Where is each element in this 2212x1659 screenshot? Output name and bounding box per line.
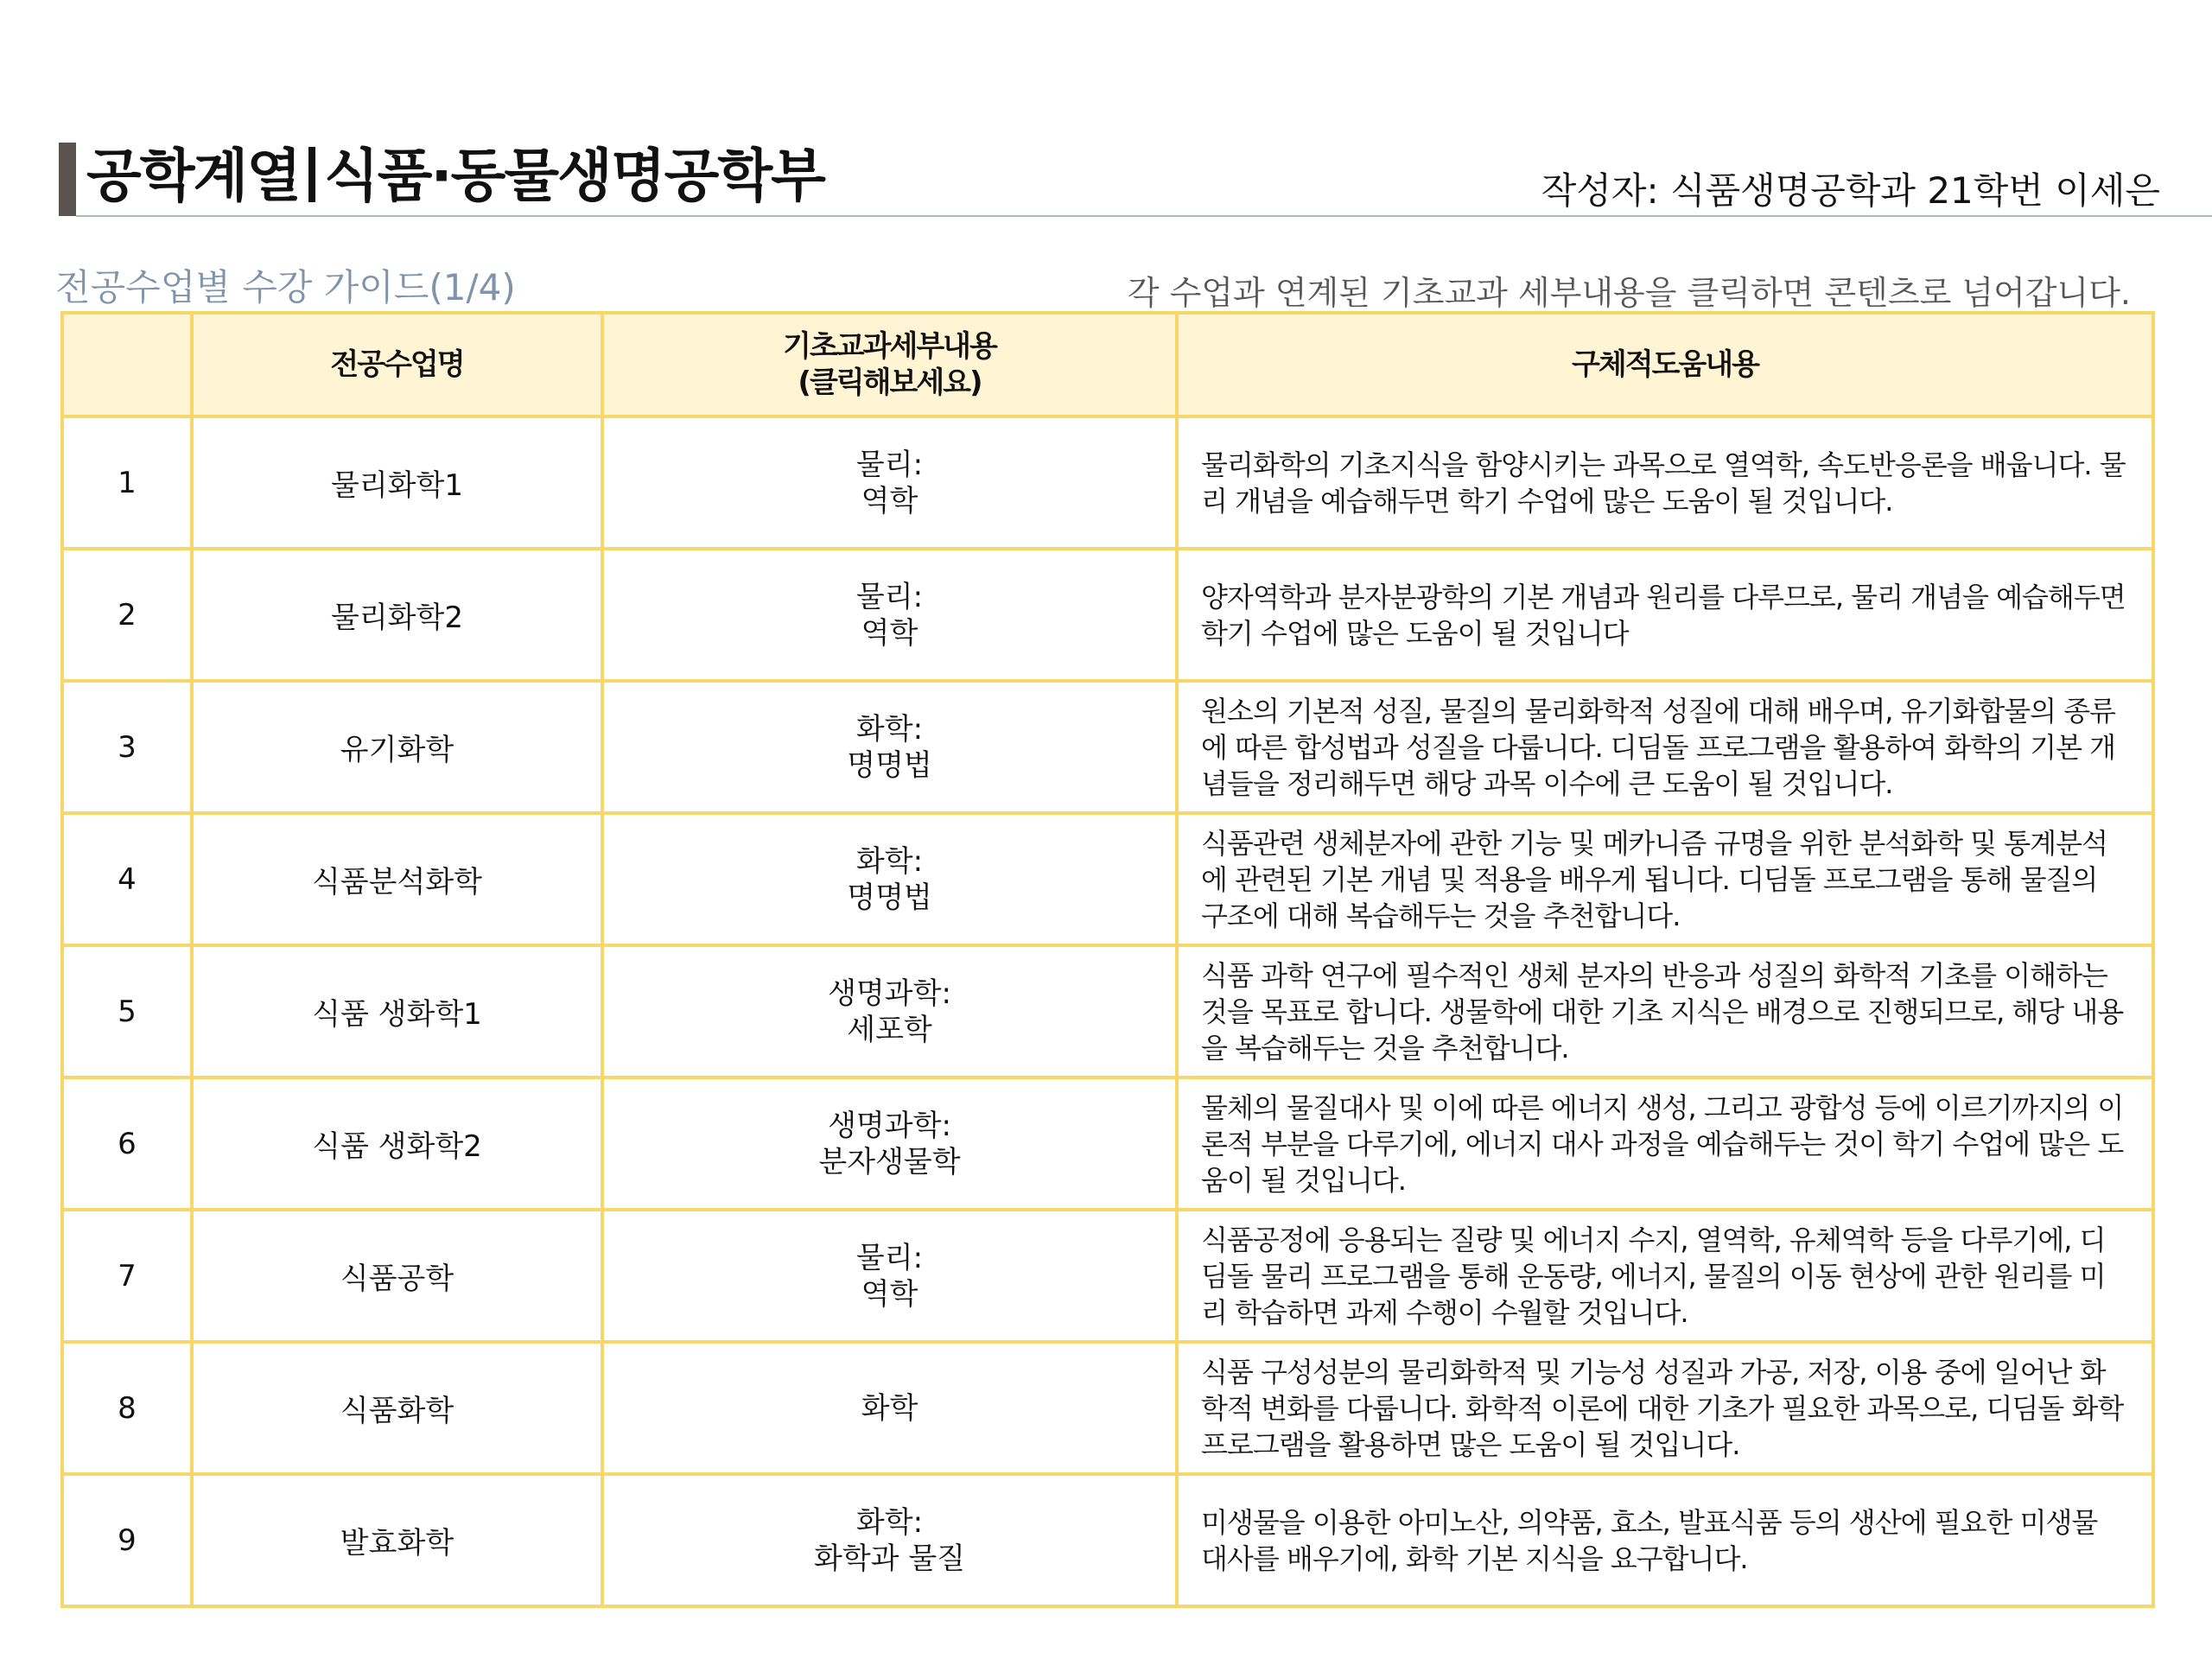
page-title-category: 공학계열	[86, 143, 301, 209]
basic-subject: 물리:	[855, 1240, 924, 1275]
row-number: 9	[62, 1474, 192, 1606]
detail-text: 원소의 기본적 성질, 물질의 물리화학적 성질에 대해 배우며, 유기화합물의 종류에 따른 합성법과 성질을 다룹니다. 디딤돌 프로그램을 활용하여 화학의 기본 개념들을 정리해두면 해당 과목 이수에 큰 도움이 될 것입니다.	[1177, 681, 2153, 813]
header-basic-line2: (클릭해보세요)	[798, 365, 982, 400]
course-name: 식품분석화학	[192, 813, 602, 945]
table-row	[62, 681, 2153, 813]
basic-topic: 명명법	[847, 747, 932, 783]
click-hint: 각 수업과 연계된 기초교과 세부내용을 클릭하면 콘텐츠로 넘어갑니다.	[1127, 274, 2131, 312]
table-row	[62, 1342, 2153, 1474]
row-number: 3	[62, 681, 192, 813]
table-row	[62, 1474, 2153, 1606]
page-title-department: 식품·동물생명공학부	[324, 143, 824, 209]
detail-text: 양자역학과 분자분광학의 기본 개념과 원리를 다루므로, 물리 개념을 예습해두면 학기 수업에 많은 도움이 될 것입니다	[1177, 549, 2153, 681]
header-course: 전공수업명	[192, 313, 602, 416]
course-guide-table	[60, 311, 2155, 1608]
row-number: 1	[62, 416, 192, 549]
detail-text: 식품관련 생체분자에 관한 기능 및 메카니즘 규명을 위한 분석화학 및 통계분석에 관련된 기본 개념 및 적용을 배우게 됩니다. 디딤돌 프로그램을 통해 물질의 구조에 대해 복습해두는 것을 추천합니다.	[1177, 813, 2153, 945]
table-row	[62, 813, 2153, 945]
course-name: 식품 생화학1	[192, 945, 602, 1077]
basic-topic: 명명법	[847, 880, 932, 915]
course-name: 물리화학2	[192, 549, 602, 681]
basic-topic: 역학	[861, 615, 918, 651]
course-name: 유기화학	[192, 681, 602, 813]
row-number: 7	[62, 1210, 192, 1342]
basic-subject: 물리:	[855, 579, 924, 614]
basic-content-cell	[602, 1077, 1177, 1210]
basic-content-cell	[602, 1474, 1177, 1606]
table-row	[62, 945, 2153, 1077]
detail-text: 미생물을 이용한 아미노산, 의약품, 효소, 발표식품 등의 생산에 필요한 미생물 대사를 배우기에, 화학 기본 지식을 요구합니다.	[1177, 1474, 2153, 1606]
basic-subject: 물리:	[855, 447, 924, 482]
basic-content-link[interactable]	[818, 1108, 960, 1180]
basic-subject: 화학:	[855, 711, 924, 747]
basic-subject: 화학	[861, 1390, 918, 1426]
row-number: 2	[62, 549, 192, 681]
header-number	[62, 313, 192, 416]
author-credit: 작성자: 식품생명공학과 21학번 이세은	[1541, 169, 2160, 212]
basic-content-link[interactable]	[847, 711, 932, 784]
basic-content-cell	[602, 1342, 1177, 1474]
basic-content-link[interactable]	[828, 976, 951, 1048]
header-basic-line1: 기초교과세부내용	[783, 329, 996, 364]
header-detail: 구체적도움내용	[1177, 313, 2153, 416]
course-name: 물리화학1	[192, 416, 602, 549]
header-basic	[602, 313, 1177, 416]
title-separator	[308, 147, 315, 202]
basic-content-cell	[602, 416, 1177, 549]
row-number: 5	[62, 945, 192, 1077]
detail-text: 식품 과학 연구에 필수적인 생체 분자의 반응과 성질의 화학적 기초를 이해하는 것을 목표로 합니다. 생물학에 대한 기초 지식은 배경으로 진행되므로, 해당 내용을 복습해두는 것을 추천합니다.	[1177, 945, 2153, 1077]
detail-text: 물리화학의 기초지식을 함양시키는 과목으로 열역학, 속도반응론을 배웁니다. 물리 개념을 예습해두면 학기 수업에 많은 도움이 될 것입니다.	[1177, 416, 2153, 549]
basic-content-cell	[602, 945, 1177, 1077]
detail-text: 식품공정에 응용되는 질량 및 에너지 수지, 열역학, 유체역학 등을 다루기에, 디딤돌 물리 프로그램을 통해 운동량, 에너지, 물질의 이동 현상에 관한 원리를 미리 학습하면 과제 수행이 수월할 것입니다.	[1177, 1210, 2153, 1342]
title-accent-bar	[59, 143, 76, 216]
basic-subject: 화학:	[855, 843, 924, 879]
basic-content-link[interactable]	[814, 1504, 965, 1577]
basic-content-link[interactable]	[856, 447, 923, 519]
detail-text: 물체의 물질대사 및 이에 따른 에너지 생성, 그리고 광합성 등에 이르기까지의 이론적 부분을 다루기에, 에너지 대사 과정을 예습해두는 것이 학기 수업에 많은 도움이 될 것입니다.	[1177, 1077, 2153, 1210]
course-name: 식품공학	[192, 1210, 602, 1342]
course-name: 식품 생화학2	[192, 1077, 602, 1210]
basic-content-cell	[602, 681, 1177, 813]
basic-subject: 생명과학:	[828, 976, 951, 1011]
section-subtitle: 전공수업별 수강 가이드(1/4)	[55, 266, 516, 308]
table-row	[62, 549, 2153, 681]
basic-content-link[interactable]	[856, 1240, 923, 1313]
row-number: 8	[62, 1342, 192, 1474]
table-header-row	[62, 313, 2153, 416]
table-row	[62, 1210, 2153, 1342]
basic-content-cell	[602, 549, 1177, 681]
basic-content-link[interactable]	[861, 1390, 918, 1427]
course-name: 식품화학	[192, 1342, 602, 1474]
basic-topic: 세포학	[847, 1012, 932, 1047]
basic-topic: 화학과 물질	[813, 1541, 966, 1576]
table-row	[62, 416, 2153, 549]
basic-content-cell	[602, 1210, 1177, 1342]
basic-topic: 역학	[861, 1276, 918, 1312]
row-number: 4	[62, 813, 192, 945]
row-number: 6	[62, 1077, 192, 1210]
basic-subject: 화학:	[855, 1504, 924, 1540]
page-title	[86, 130, 824, 212]
basic-content-link[interactable]	[856, 579, 923, 652]
basic-content-link[interactable]	[847, 843, 932, 916]
basic-topic: 역학	[861, 483, 918, 518]
header-divider	[76, 215, 2212, 217]
course-name: 발효화학	[192, 1474, 602, 1606]
basic-content-cell	[602, 813, 1177, 945]
basic-topic: 분자생물학	[818, 1144, 961, 1179]
table-row	[62, 1077, 2153, 1210]
detail-text: 식품 구성성분의 물리화학적 및 기능성 성질과 가공, 저장, 이용 중에 일어난 화학적 변화를 다룹니다. 화학적 이론에 대한 기초가 필요한 과목으로, 디딤돌 화학 프로그램을 활용하면 많은 도움이 될 것입니다.	[1177, 1342, 2153, 1474]
basic-subject: 생명과학:	[828, 1108, 951, 1143]
